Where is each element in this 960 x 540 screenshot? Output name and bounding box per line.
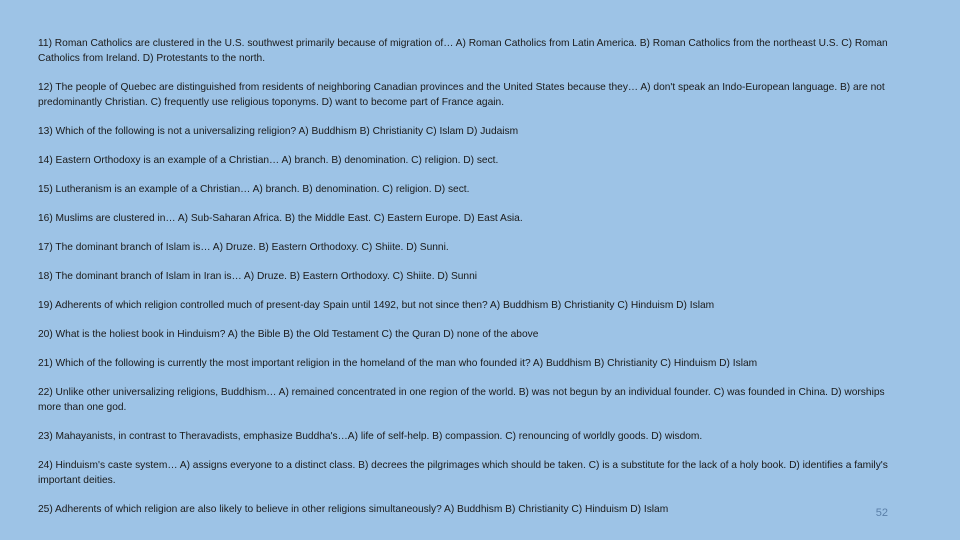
question-25: 25) Adherents of which religion are also likely to believe in other religions simultaneously? A) Buddhism B) Christianity C) Hinduism D) Islam — [38, 504, 669, 515]
question-18: 18) The dominant branch of Islam in Iran is… A) Druze. B) Eastern Orthodoxy. C) Shiite. D) Sunni — [38, 271, 478, 282]
question-14: 14) Eastern Orthodoxy is an example of a Christian… A) branch. B) denomination. C) religion. D) sect. — [38, 155, 499, 166]
question-13: 13) Which of the following is not a universalizing religion? A) Buddhism B) Christianity C) Islam D) Judaism — [38, 126, 519, 137]
question-list — [38, 36, 898, 531]
question-24: 24) Hinduism's caste system… A) assigns everyone to a distinct class. B) decrees the pilgrimages which should be taken. C) is a substitute for the lack of a holy book. D) identifies a family's important deities. — [38, 460, 888, 486]
question-11: 11) Roman Catholics are clustered in the U.S. southwest primarily because of migration of… A) Roman Catholics from Latin America. B) Roman Catholics from the northeast U.S. C) Roman Catholics from Ireland. D) Protestants to the north. — [38, 38, 888, 64]
question-22: 22) Unlike other universalizing religions, Buddhism… A) remained concentrated in one region of the world. B) was not begun by an individual founder. C) was founded in China. D) worships more than one god. — [38, 387, 885, 413]
question-17: 17) The dominant branch of Islam is… A) Druze. B) Eastern Orthodoxy. C) Shiite. D) Sunni. — [38, 242, 449, 253]
question-16: 16) Muslims are clustered in… A) Sub-Saharan Africa. B) the Middle East. C) Eastern Europe. D) East Asia. — [38, 213, 523, 224]
question-23: 23) Mahayanists, in contrast to Theravadists, emphasize Buddha's…A) life of self-help. B) compassion. C) renouncing of worldly goods. D) wisdom. — [38, 431, 703, 442]
question-15: 15) Lutheranism is an example of a Christian… A) branch. B) denomination. C) religion. D) sect. — [38, 184, 470, 195]
page-number: 52 — [875, 507, 888, 519]
question-21: 21) Which of the following is currently the most important religion in the homeland of the man who founded it? A) Buddhism B) Christianity C) Hinduism D) Islam — [38, 358, 758, 369]
question-19: 19) Adherents of which religion controlled much of present-day Spain until 1492, but not since then? A) Buddhism B) Christianity C) Hinduism D) Islam — [38, 300, 715, 311]
question-20: 20) What is the holiest book in Hinduism? A) the Bible B) the Old Testament C) the Quran D) none of the above — [38, 329, 539, 340]
question-12: 12) The people of Quebec are distinguished from residents of neighboring Canadian provinces and the United States because they… A) don't speak an Indo-European language. B) are not predominantly Christian. C) frequently use religious toponyms. D) want to become part of France again. — [38, 82, 885, 108]
